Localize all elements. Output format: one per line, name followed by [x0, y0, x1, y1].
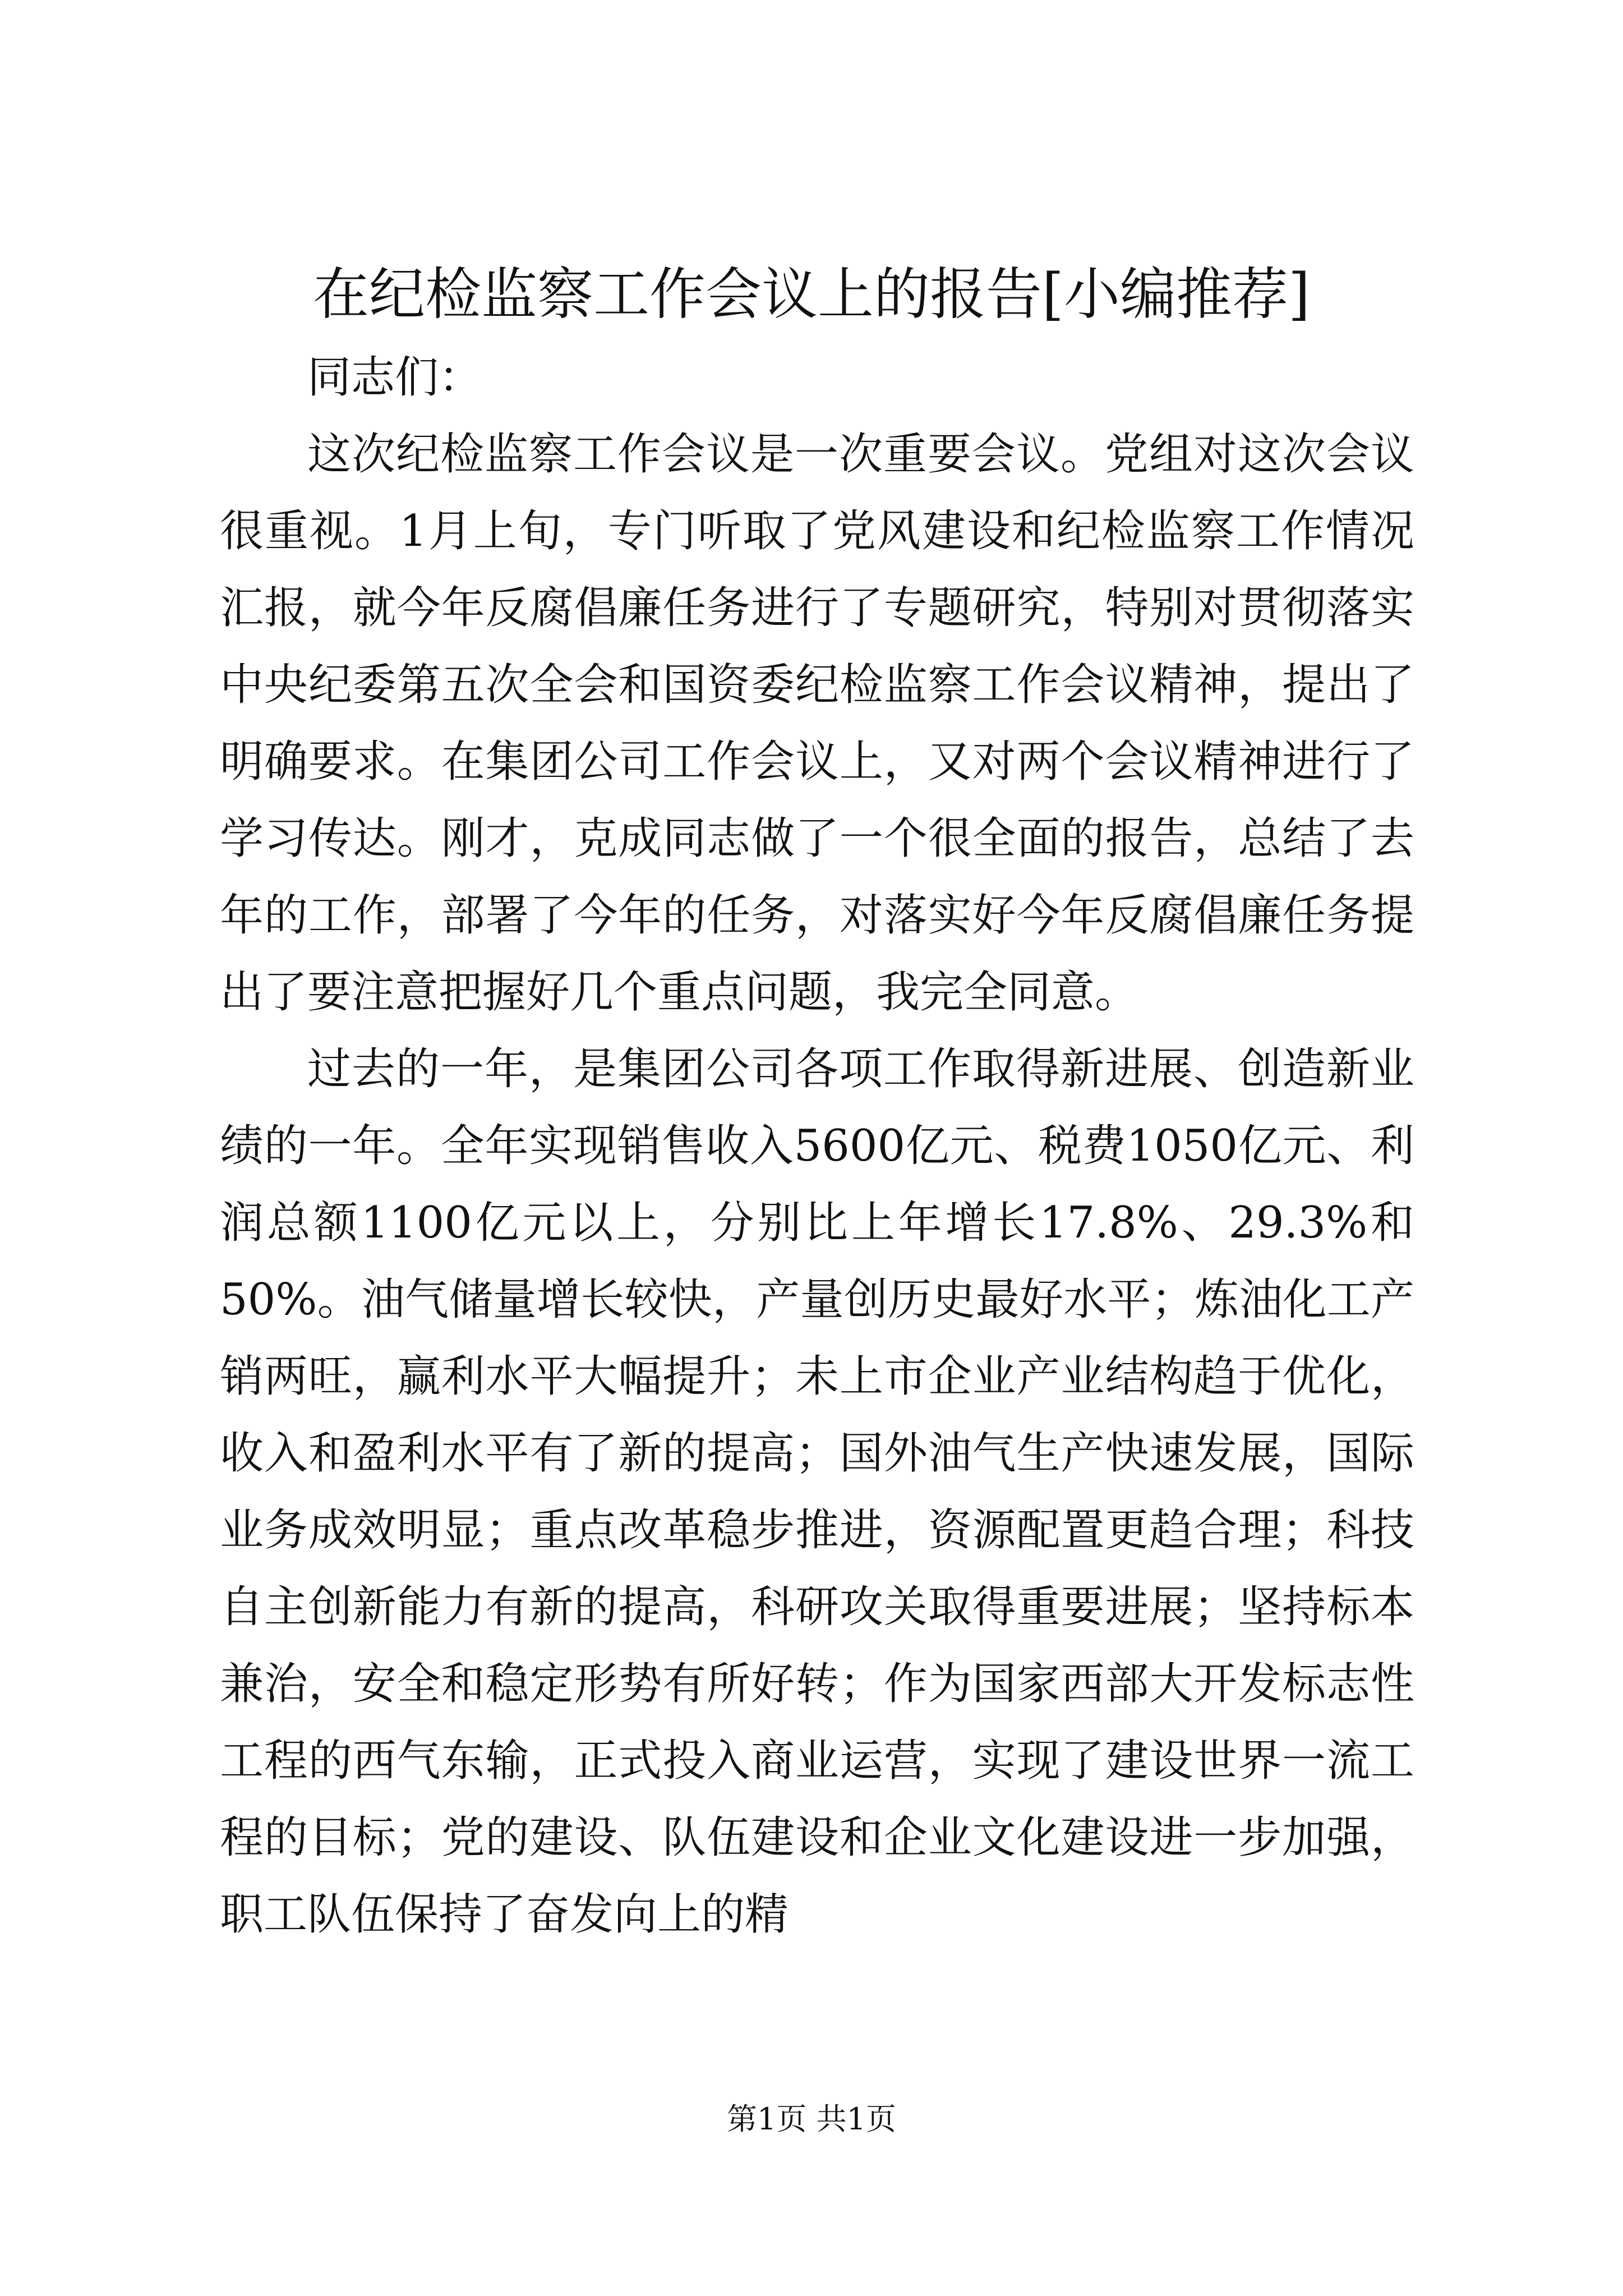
salutation-paragraph: 同志们：	[307, 352, 483, 403]
body-paragraph: 这次纪检监察工作会议是一次重要会议。党组对这次会议很重视。1月上旬，专门听取了党风建设和纪检监察工作情况汇报，就今年反腐倡廉任务进行了专题研究，特别对贯彻落实中央纪委第五次全会和国资委纪检监察工作会议精神，提出了明确要求。在集团公司工作会议上，又对两个会议精神进行了学习传达。刚才，克成同志做了一个很全面的报告，总结了去年的工作，部署了今年的任务，对落实好今年反腐倡廉任务提出了要注意把握好几个重点问题，我完全同意。	[220, 429, 1414, 1018]
body-paragraph: 过去的一年，是集团公司各项工作取得新进展、创造新业绩的一年。全年实现销售收入5600亿元、税费1050亿元、利润总额1100亿元以上，分别比上年增长17.8%、29.3%和50%。油气储量增长较快，产量创历史最好水平；炼油化工产销两旺，赢利水平大幅提升；未上市企业产业结构趋于优化，收入和盈利水平有了新的提高；国外油气生产快速发展，国际业务成效明显；重点改革稳步推进，资源配置更趋合理；科技自主创新能力有新的提高，科研攻关取得重要进展；坚持标本兼治，安全和稳定形势有所好转；作为国家西部大开发标志性工程的西气东输，正式投入商业运营，实现了建设世界一流工程的目标；党的建设、队伍建设和企业文化建设进一步加强，职工队伍保持了奋发向上的精	[220, 1044, 1414, 1940]
page-footer: 第1页 共1页	[727, 2101, 896, 2137]
document-body	[220, 339, 1414, 1953]
document-title: 在纪检监察工作会议上的报告[小编推荐]	[312, 261, 1311, 327]
